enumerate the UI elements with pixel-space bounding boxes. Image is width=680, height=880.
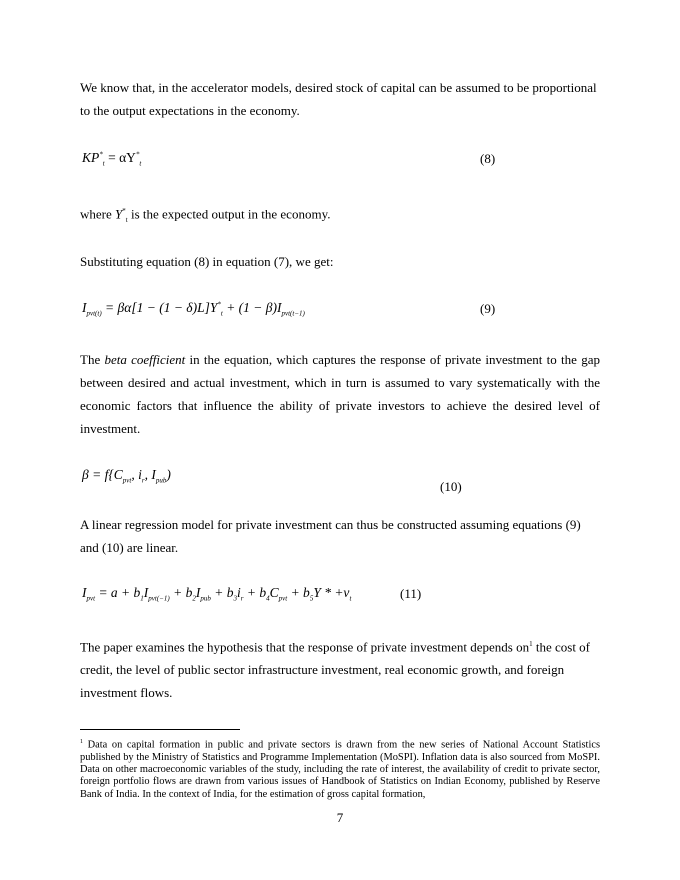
eq8-lhs: KP [82,150,100,165]
eq11-t11: Y * +ν [313,585,350,600]
paragraph-substituting: Substituting equation (8) in equation (7), we get: [80,254,334,269]
eq11-s8: 4 [266,594,270,603]
paragraph-accelerator: We know that, in the accelerator models, desired stock of capital can be assumed to be proportional to the output expectations in the economy. [80,80,597,118]
eq9-b: = βα[1 − (1 − δ)L]Y [101,300,218,315]
equation-number-11: (11) [400,586,422,601]
eq11-s10: 5 [309,594,314,603]
eq9-a: I [82,300,87,315]
footnote-mark: 1 [80,739,83,745]
paragraph-beta [80,348,600,440]
eq8-rhs-sup: * [135,150,140,159]
eq8-lhs-sup: * [99,150,103,159]
equation-number-9: (9) [480,301,496,316]
eq10-c: , I [144,467,156,482]
eq9-sub-c: pvt(t−1) [281,309,305,318]
equation-number-8: (8) [480,151,496,166]
para2-var: Y [115,206,123,222]
paragraph-where [80,200,600,232]
eq9-sup-b: * [217,300,221,309]
eq10-b: , i [131,467,142,482]
eq11-t8: + b [243,585,267,600]
para4-post: in the equation, which captures the response of private investment to the gap between desired and actual investment, which in turn is assumed to vary systematically with the economic factors that influence the ability of private investors to achieve the desired level of investment. [80,352,600,436]
eq10-a: β = f{C [82,467,123,482]
eq9-sub-a: pvt(t) [86,309,102,318]
para2-sup: * [122,207,126,215]
equation-11 [82,585,351,603]
equation-number-10: (10) [440,479,462,494]
eq11-t4: + b [169,585,193,600]
para2-post: is the expected output in the economy. [127,206,331,222]
eq11-s11: t [349,594,352,603]
eq11-s1: pvt [86,594,96,603]
eq11-t3: I [143,585,149,600]
para4-pre: The [80,352,105,367]
equation-9 [82,300,305,318]
eq11-s4: 2 [192,594,196,603]
footnote-divider [80,729,240,730]
eq8-lhs-sub: t [102,159,105,168]
eq11-t10: + b [287,585,310,600]
para4-emphasis: beta coefficient [104,352,186,367]
para2-pre: where [80,206,116,222]
eq11-t5: I [195,585,201,600]
eq8-rhs-sub: t [139,159,142,168]
eq10-sub-b: r [141,476,145,485]
eq11-s9: pvt [278,594,288,603]
para6-pre: The paper examines the hypothesis that the response of private investment depends on [80,639,530,655]
eq9-c: + (1 − β)I [222,300,282,315]
eq11-t6: + b [210,585,234,600]
eq11-t7: i [236,585,241,600]
eq9-sub-b: t [220,309,223,318]
eq10-sub-a: pvt [122,476,132,485]
eq11-t1: I [82,585,87,600]
page-number: 7 [336,810,344,825]
para2-sub: t [125,215,128,224]
eq8-rhs: = αY [108,150,136,165]
footnote-text: Data on capital formation in public and private sectors is drawn from the new series of National Account Statistics published by the Ministry of Statistics and Programme Implementation (MoSPI). Inflation data is also sourced from MoSPI. Data on other macroeconomic variables of the study, including the rate of interest, the availability of credit to private sector, foreign portfolio flows are drawn from various issues of Handbook of Statistics on Indian Economy, published by Reserve Bank of India. In the context of India, for the estimation of gross capital formation, [80,739,600,800]
footnote-1 [80,736,600,801]
para6-post: the cost of credit, the level of public sector infrastructure investment, real economic growth, and foreign investment flows. [80,639,591,701]
paragraph-hypothesis [80,633,600,704]
eq11-s7: r [240,594,244,603]
eq11-s5: pub [200,594,211,603]
eq10-d: ) [166,467,171,482]
equation-8 [82,150,141,168]
paragraph-linear-regression: A linear regression model for private investment can thus be constructed assuming equations (9) and (10) are linear. [80,517,581,555]
eq11-t2: = a + b [95,585,141,600]
eq10-sub-c: pub [155,476,167,485]
eq11-t9: C [269,585,279,600]
eq11-s3: pvt(−1) [148,594,170,603]
eq11-s6: 3 [233,594,237,603]
footnote-reference[interactable]: 1 [529,640,533,648]
equation-10 [82,467,171,485]
eq11-s2: 1 [140,594,144,603]
